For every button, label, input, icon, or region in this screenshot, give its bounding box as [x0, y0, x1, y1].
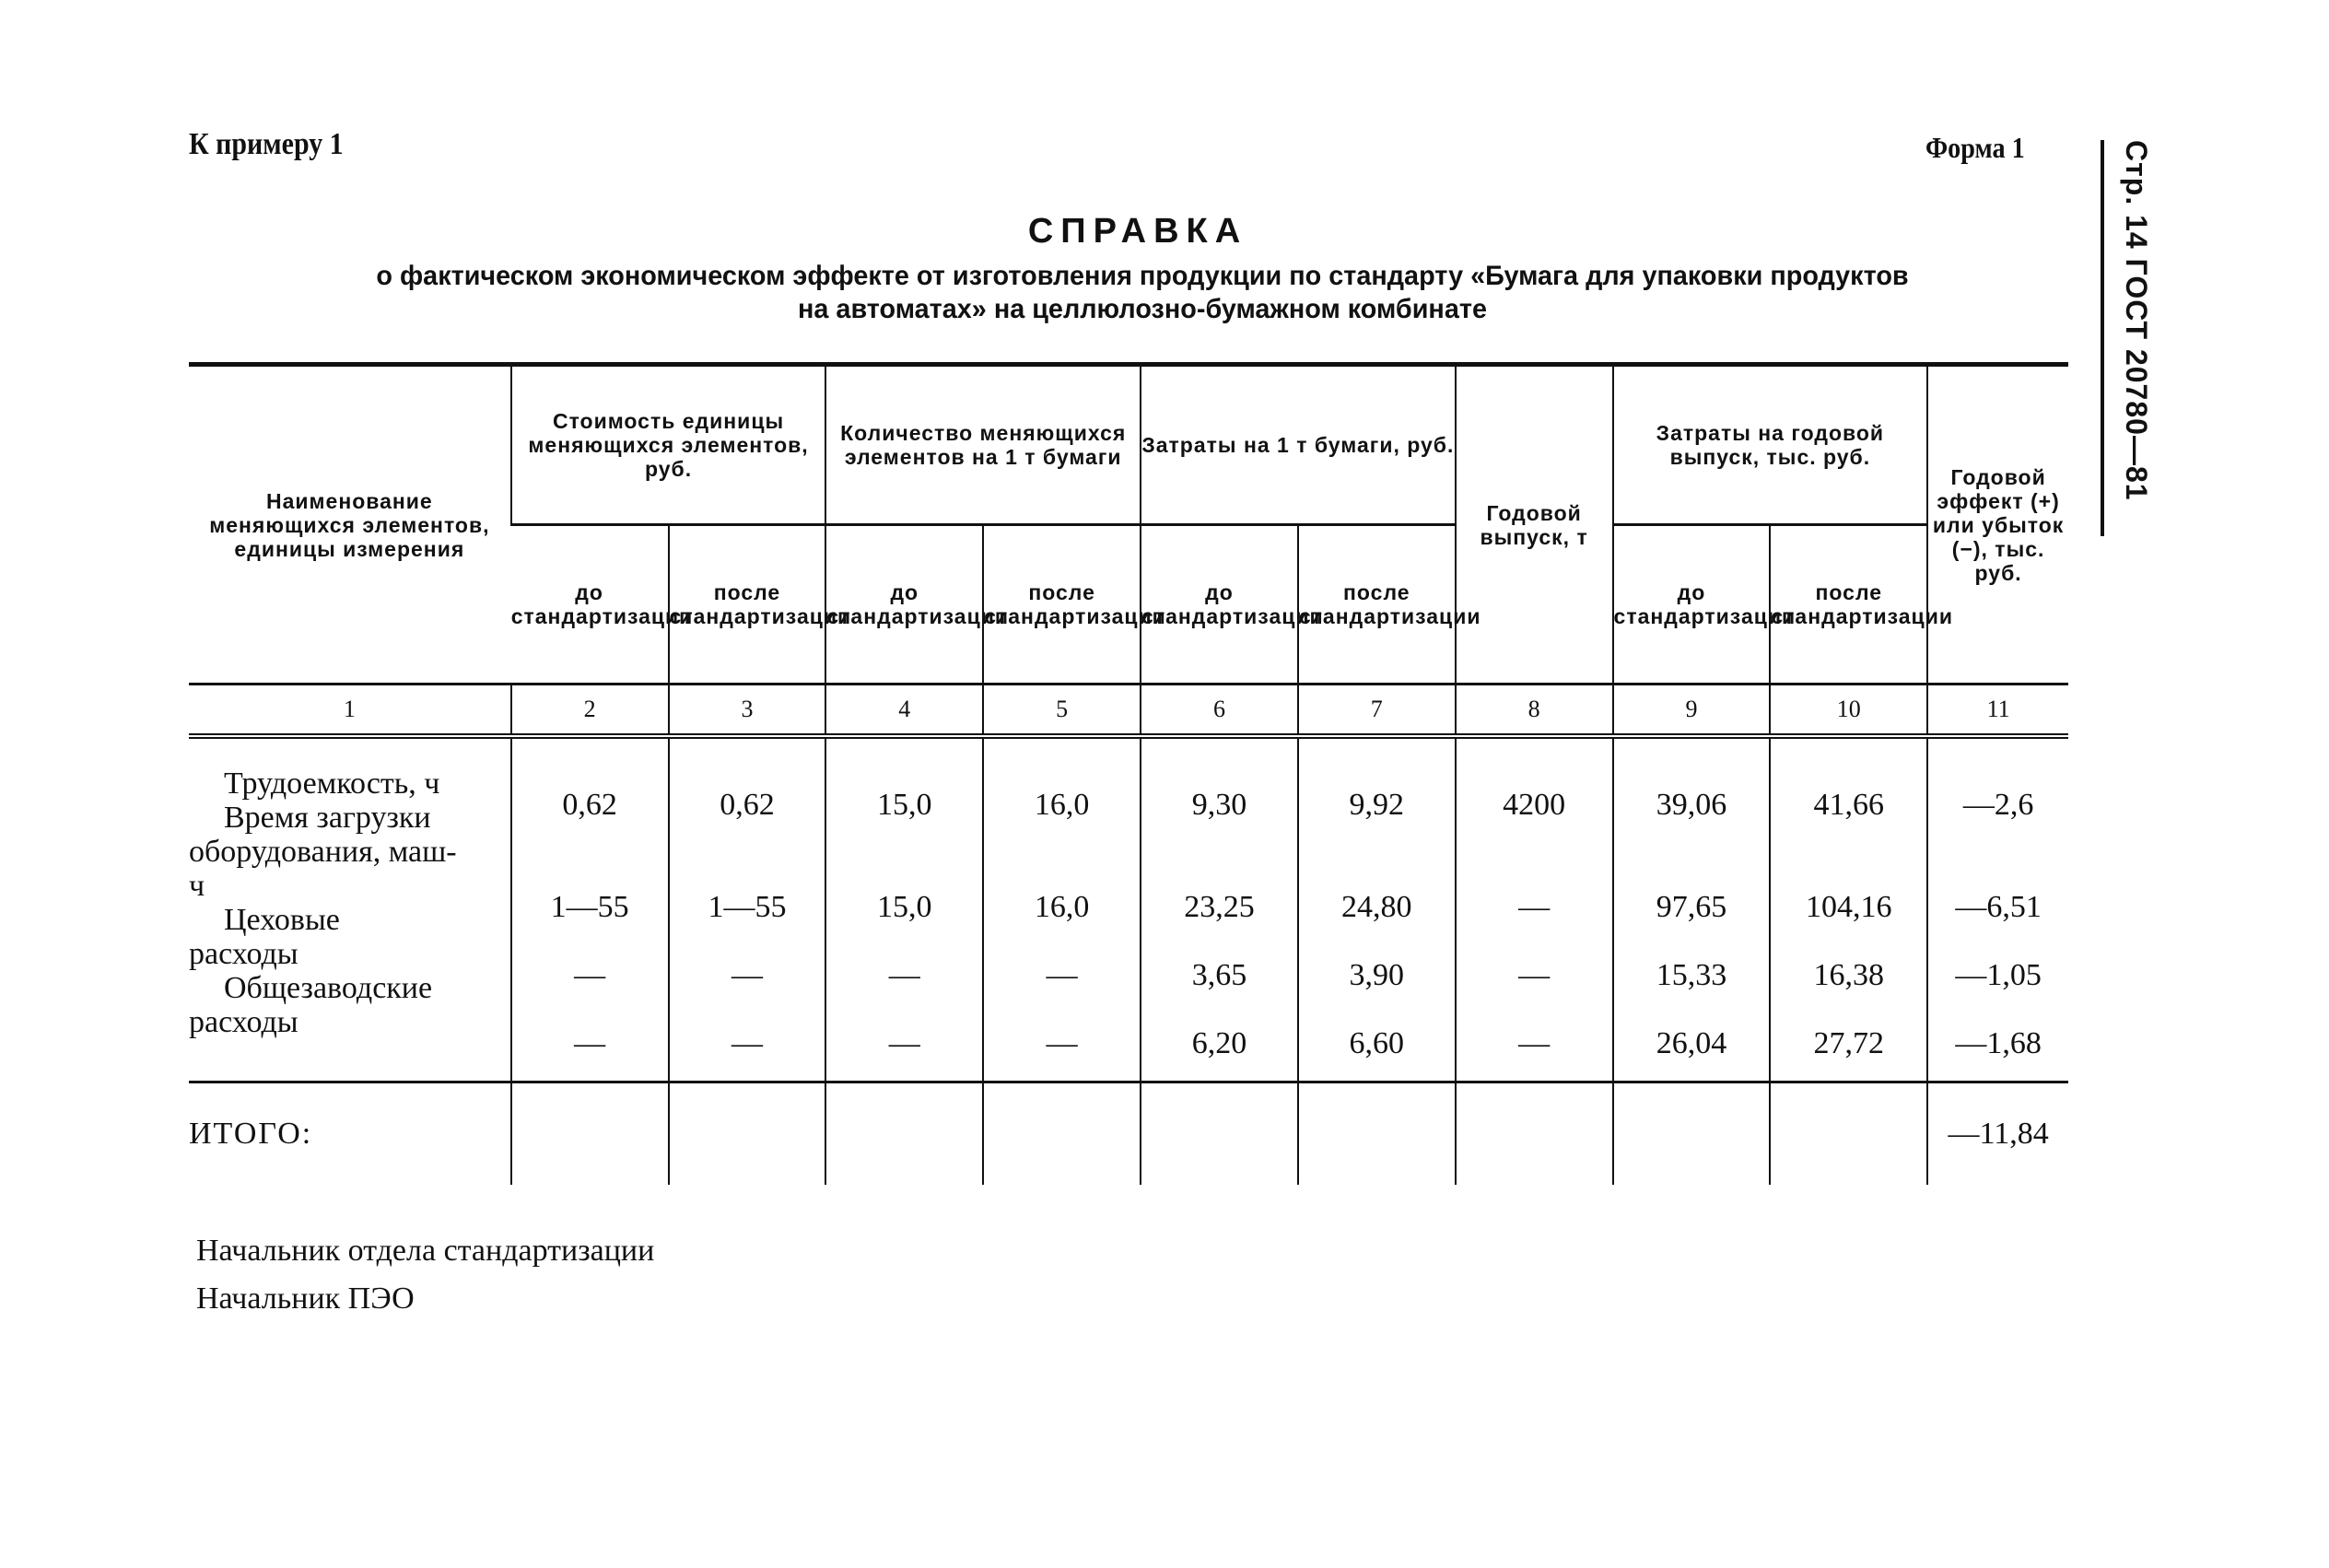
table-cell: 15,0: [877, 787, 932, 822]
table-cell: 26,04: [1656, 1025, 1727, 1060]
table-cell: 24,80: [1341, 889, 1412, 924]
total-row: [189, 1082, 2068, 1186]
values-col-3: [669, 736, 826, 1082]
total-value: —11,84: [1927, 1082, 2068, 1186]
table-cell: 9,30: [1191, 787, 1247, 822]
document-title: СПРАВКА: [1027, 212, 1248, 251]
header-unit-cost: Стоимость единицы меняющихся элементов, руб.: [511, 365, 826, 525]
column-numbers-row: [189, 685, 2068, 737]
column-number: 1: [189, 685, 511, 737]
table-cell: 16,38: [1813, 957, 1885, 992]
form-label: Форма 1: [1925, 131, 2025, 164]
table-cell: 0,62: [720, 787, 775, 822]
table-cell: —: [888, 957, 920, 992]
subheader-before: до стандартизации: [825, 525, 983, 685]
table-cell: 3,90: [1349, 957, 1405, 992]
element-names-cell: [189, 736, 511, 1082]
table-cell: 16,0: [1034, 889, 1090, 924]
header-cost-per-ton: Затраты на 1 т бумаги, руб.: [1141, 365, 1456, 525]
table-cell: 16,0: [1034, 787, 1090, 822]
data-body-row: [189, 736, 2068, 1082]
signature-standardization-head: Начальник отдела стандартизации: [196, 1234, 655, 1268]
table-cell: 9,92: [1349, 787, 1405, 822]
column-number: 4: [825, 685, 983, 737]
subheader-after: после стандартизации: [1770, 525, 1927, 685]
element-name: Время загрузки оборудования, маш-ч: [189, 801, 457, 903]
table-cell: [669, 1082, 826, 1186]
header-element-name: Наименование меняющихся элементов, единицы измерения: [189, 365, 511, 685]
document-subtitle: [258, 260, 2027, 326]
table-cell: 15,0: [877, 889, 932, 924]
table-cell: [1456, 1082, 1613, 1186]
table-cell: 1—55: [708, 889, 787, 924]
table-cell: [511, 1082, 669, 1186]
table-cell: —2,6: [1962, 787, 2034, 822]
table-cell: —: [1046, 957, 1078, 992]
table-cell: [983, 1082, 1141, 1186]
table-cell: 6,60: [1349, 1025, 1405, 1060]
values-col-11: [1927, 736, 2068, 1082]
table-cell: —: [888, 1025, 920, 1060]
table-cell: 104,16: [1806, 889, 1892, 924]
column-number: 2: [511, 685, 669, 737]
table-cell: —: [731, 1025, 763, 1060]
table-cell: 4200: [1503, 787, 1566, 822]
column-number: 9: [1613, 685, 1771, 737]
subheader-after: после стандартизации: [669, 525, 826, 685]
table-cell: 27,72: [1813, 1025, 1885, 1060]
values-col-9: [1613, 736, 1771, 1082]
column-number: 11: [1927, 685, 2068, 737]
subheader-after: после стандартизации: [983, 525, 1141, 685]
element-name: Общезаводские расходы: [189, 971, 433, 1039]
table-cell: —: [731, 957, 763, 992]
table-cell: [1613, 1082, 1771, 1186]
header-quantity: Количество меняющихся элементов на 1 т бумаги: [825, 365, 1141, 525]
table-cell: —: [1046, 1025, 1078, 1060]
header-annual-output: Годовой выпуск, т: [1456, 365, 1613, 685]
header-left: К примеру 1: [189, 127, 344, 161]
table-cell: [825, 1082, 983, 1186]
table-cell: —1,05: [1955, 957, 2042, 992]
header-annual-cost: Затраты на годовой выпуск, тыс. руб.: [1613, 365, 1928, 525]
subheader-before: до стандартизации: [1613, 525, 1771, 685]
column-number: 5: [983, 685, 1141, 737]
total-label: ИТОГО:: [189, 1117, 313, 1151]
table-cell: 1—55: [550, 889, 629, 924]
table-cell: 6,20: [1191, 1025, 1247, 1060]
table-cell: 39,06: [1656, 787, 1727, 822]
table-cell: —1,68: [1955, 1025, 2042, 1060]
column-number: 3: [669, 685, 826, 737]
subtitle-line-1: о фактическом экономическом эффекте от изготовления продукции по стандарту «Бумага для упаковки продуктов: [376, 261, 1909, 291]
table-cell: —: [574, 1025, 606, 1060]
table-cell: 3,65: [1191, 957, 1247, 992]
values-col-7: [1298, 736, 1456, 1082]
element-name: Цеховые расходы: [189, 903, 340, 971]
table-cell: 15,33: [1656, 957, 1727, 992]
subheader-before: до стандартизации: [1141, 525, 1298, 685]
side-divider: [2101, 140, 2104, 536]
table-cell: [1770, 1082, 1927, 1186]
table-cell: 97,65: [1656, 889, 1727, 924]
values-col-5: [983, 736, 1141, 1082]
table-cell: —: [1518, 1025, 1551, 1060]
table-cell: —6,51: [1955, 889, 2042, 924]
column-number: 7: [1298, 685, 1456, 737]
header-row-groups: [189, 365, 2068, 525]
table-cell: —: [1518, 889, 1551, 924]
element-name: Трудоемкость, ч: [224, 766, 440, 801]
subtitle-line-2: на автоматах» на целлюлозно-бумажном комбинате: [798, 294, 1487, 324]
table-cell: —: [1518, 957, 1551, 992]
economic-effect-table: [189, 362, 2068, 1185]
page-reference: Стр. 14 ГОСТ 20780—81: [2120, 140, 2153, 501]
table-cell: [1141, 1082, 1298, 1186]
column-number: 6: [1141, 685, 1298, 737]
values-col-10: [1770, 736, 1927, 1082]
table-cell: 41,66: [1813, 787, 1885, 822]
table-cell: [1298, 1082, 1456, 1186]
header-annual-effect: Годовой эффект (+) или убыток (−), тыс. руб.: [1927, 365, 2068, 685]
values-col-4: [825, 736, 983, 1082]
column-number: 10: [1770, 685, 1927, 737]
table-cell: —: [574, 957, 606, 992]
values-col-6: [1141, 736, 1298, 1082]
values-col-2: [511, 736, 669, 1082]
table-cell: 23,25: [1184, 889, 1255, 924]
table-cell: 0,62: [562, 787, 617, 822]
subheader-after: после стандартизации: [1298, 525, 1456, 685]
signature-peo-head: Начальник ПЭО: [196, 1281, 415, 1316]
subheader-before: до стандартизации: [511, 525, 669, 685]
column-number: 8: [1456, 685, 1613, 737]
values-col-8: [1456, 736, 1613, 1082]
